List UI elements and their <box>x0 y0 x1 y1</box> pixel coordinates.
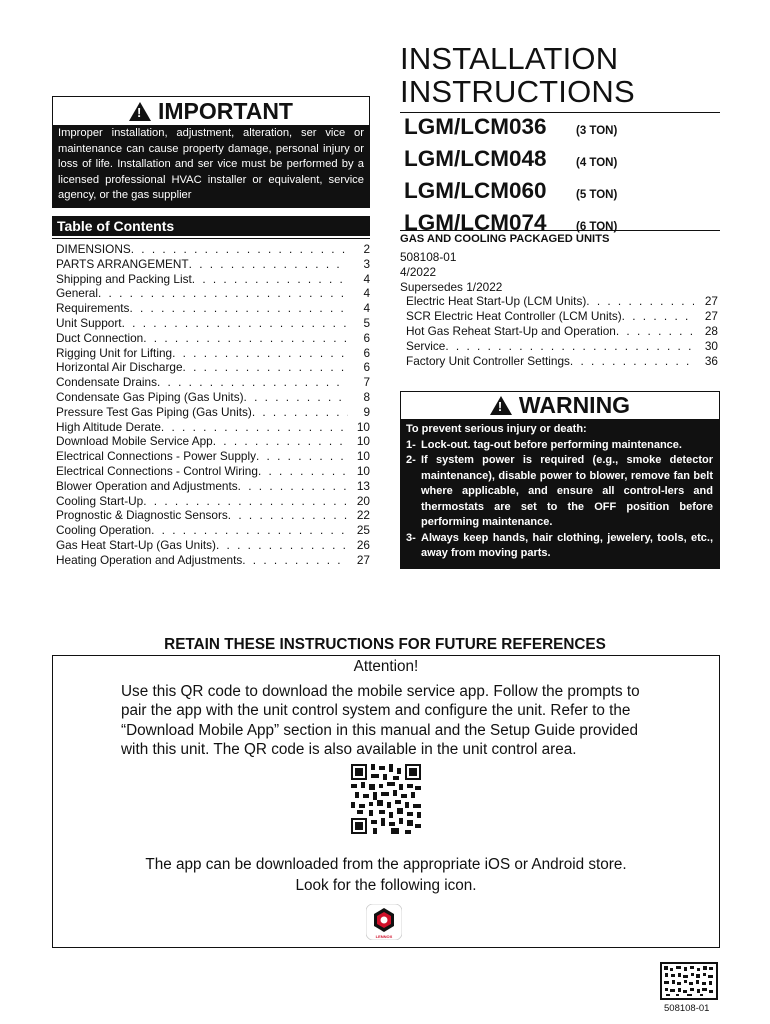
toc-entry-label: SCR Electric Heat Controller (LCM Units) <box>406 309 622 323</box>
toc-entry-label: Condensate Gas Piping (Gas Units) <box>56 389 244 404</box>
app-store-icon[interactable] <box>366 904 402 940</box>
toc-entry-label: Electrical Connections - Power Supply <box>56 449 256 464</box>
toc-leader-dots <box>143 331 348 346</box>
toc-entry[interactable] <box>52 301 370 316</box>
toc-leader-dots <box>151 523 348 538</box>
toc-entry-page: 6 <box>363 360 370 375</box>
toc-entry[interactable] <box>52 360 370 375</box>
important-title: IMPORTANT <box>157 97 293 124</box>
toc-entry-label: Download Mobile Service App <box>56 434 213 449</box>
model-row <box>404 146 617 178</box>
toc-entry[interactable] <box>406 324 718 339</box>
toc-leader-dots <box>244 390 348 405</box>
toc-entry[interactable] <box>52 479 370 494</box>
toc-entry[interactable] <box>52 390 370 405</box>
barcode-label: 508108-01 <box>664 1003 710 1014</box>
toc-entry-page: 27 <box>704 294 718 308</box>
title-divider <box>400 112 720 113</box>
model-code: LGM/LCM074 <box>404 210 547 235</box>
important-text: Improper installation, adjustment, alteration, ser vice or maintenance can cause property damage, personal injury or loss of life. Installation and ser vice must be performed by a licensed professional HVAC installer or equivalent, service agency, or the gas supplier <box>53 125 369 207</box>
attention-paragraph: Use this QR code to download the mobile service app. Follow the prompts to pair the app with the unit control system and configure the unit. Refer to the “Download Mobile App” section in this manual and the Setup Guide provided with this unit. The QR code is also available in the unit control area. <box>121 683 640 759</box>
toc-entry[interactable] <box>52 316 370 331</box>
toc-leader-dots <box>252 405 348 420</box>
toc-continued-list <box>406 294 718 369</box>
model-code: LGM/LCM036 <box>404 114 547 139</box>
toc-entry-page: 4 <box>363 271 370 286</box>
toc-entry-page: 8 <box>363 389 370 404</box>
model-ton: (3 TON) <box>576 125 618 137</box>
warning-header <box>401 392 719 419</box>
warning-item-text: Lock-out. tag-out before performing maintenance. <box>421 438 682 451</box>
toc-leader-dots <box>172 346 348 361</box>
toc-entry[interactable] <box>52 331 370 346</box>
toc-entry-page: 28 <box>704 324 718 338</box>
toc-entry-page: 6 <box>363 330 370 345</box>
model-code: LGM/LCM060 <box>404 178 547 203</box>
toc-entry-label: Duct Connection <box>56 330 144 345</box>
toc-entry[interactable] <box>52 286 370 301</box>
toc-leader-dots <box>183 360 348 375</box>
doc-number: 508108-01 <box>400 250 457 264</box>
toc-entry-label: Prognostic & Diagnostic Sensors <box>56 508 228 523</box>
warning-item-number: 2- <box>406 454 416 466</box>
toc-leader-dots <box>161 420 348 435</box>
toc-entry-page: 10 <box>356 419 370 434</box>
toc-leader-dots <box>586 294 694 309</box>
toc-leader-dots <box>129 301 348 316</box>
toc-leader-dots <box>122 316 348 331</box>
toc-entry[interactable] <box>52 346 370 361</box>
toc-entry-label: Gas Heat Start-Up (Gas Units) <box>56 537 216 552</box>
toc-leader-dots <box>131 242 348 257</box>
toc-leader-dots <box>238 479 348 494</box>
toc-entry[interactable] <box>52 420 370 435</box>
toc-entry-page: 5 <box>363 315 370 330</box>
doc-date: 4/2022 <box>400 265 437 279</box>
toc-entry[interactable] <box>52 272 370 287</box>
qr-code-icon[interactable] <box>351 764 421 834</box>
toc-entry[interactable] <box>52 553 370 568</box>
toc-leader-dots <box>98 286 348 301</box>
toc-leader-dots <box>570 354 694 369</box>
important-header <box>53 97 369 125</box>
document-subtitle: GAS AND COOLING PACKAGED UNITS <box>400 233 610 245</box>
toc-entry-label: Condensate Drains <box>56 375 157 390</box>
toc-list <box>52 242 370 568</box>
models-divider <box>400 230 720 231</box>
toc-leader-dots <box>192 272 348 287</box>
toc-entry-page: 26 <box>356 537 370 552</box>
model-row <box>404 114 617 146</box>
warning-triangle-icon <box>129 102 151 121</box>
toc-leader-dots <box>213 434 348 449</box>
toc-entry-page: 4 <box>363 286 370 301</box>
toc-entry-page: 10 <box>356 463 370 478</box>
toc-entry-label: Cooling Start-Up <box>56 493 144 508</box>
toc-leader-dots <box>143 494 348 509</box>
toc-entry[interactable] <box>52 523 370 538</box>
toc-entry-label: General <box>56 286 98 301</box>
attention-box <box>52 655 720 948</box>
toc-entry-label: Horizontal Air Discharge <box>56 360 183 375</box>
toc-entry[interactable] <box>406 354 718 369</box>
toc-entry-page: 20 <box>356 493 370 508</box>
toc-entry-label: Requirements <box>56 301 130 316</box>
toc-entry-page: 10 <box>356 449 370 464</box>
toc-entry[interactable] <box>52 434 370 449</box>
model-list <box>404 114 617 242</box>
model-row <box>404 178 617 210</box>
toc-entry-label: DIMENSIONS <box>56 242 131 256</box>
toc-entry[interactable] <box>406 294 718 309</box>
warning-title: WARNING <box>518 392 631 418</box>
model-ton: (4 TON) <box>576 157 618 169</box>
toc-entry-page: 9 <box>363 404 370 419</box>
toc-leader-dots <box>616 324 694 339</box>
barcode-icon <box>646 960 720 1002</box>
warning-notice <box>400 391 720 569</box>
toc-entry-label: Cooling Operation <box>56 523 152 538</box>
toc-entry-label: Electrical Connections - Control Wiring <box>56 463 258 478</box>
toc-entry-page: 27 <box>356 552 370 567</box>
toc-leader-dots <box>258 464 348 479</box>
toc-entry-page: 6 <box>363 345 370 360</box>
warning-intro: To prevent serious injury or death: <box>406 423 587 435</box>
toc-entry[interactable] <box>406 339 718 354</box>
document-info <box>400 250 502 295</box>
toc-entry[interactable] <box>52 464 370 479</box>
toc-title: Table of Contents <box>52 216 370 236</box>
toc-entry-page: 2 <box>363 242 370 256</box>
toc-entry[interactable] <box>52 405 370 420</box>
warning-body <box>401 419 719 562</box>
toc-entry-page: 27 <box>704 309 718 323</box>
toc-entry-label: Shipping and Packing List <box>56 271 192 286</box>
toc-entry-label: Heating Operation and Adjustments <box>56 552 243 567</box>
toc-entry-page: 10 <box>356 434 370 449</box>
toc-entry-page: 13 <box>356 478 370 493</box>
warning-item <box>406 453 713 531</box>
download-line-1: The app can be downloaded from the appropriate iOS or Android store. <box>145 856 627 873</box>
toc-entry[interactable] <box>52 508 370 523</box>
doc-supersedes: Supersedes 1/2022 <box>400 280 503 294</box>
toc-leader-dots <box>157 375 348 390</box>
toc-entry-page: 3 <box>363 256 370 271</box>
toc-entry[interactable] <box>52 375 370 390</box>
toc-leader-dots <box>445 339 694 354</box>
model-ton: (5 TON) <box>576 189 618 201</box>
toc-entry-page: 36 <box>704 354 718 368</box>
model-ton: (6 TON) <box>576 221 618 233</box>
important-notice <box>52 96 370 208</box>
toc-leader-dots <box>622 309 694 324</box>
toc-entry-page: 7 <box>363 375 370 390</box>
toc-entry[interactable] <box>52 538 370 553</box>
toc-entry[interactable] <box>52 494 370 509</box>
toc-entry-page: 4 <box>363 301 370 316</box>
download-line-2: Look for the following icon. <box>295 877 477 894</box>
toc-leader-dots <box>256 449 348 464</box>
warning-item-number: 3- <box>406 531 416 544</box>
warning-item <box>406 438 713 454</box>
warning-item-text: Always keep hands, hair clothing, jewelery, tools, etc., away from moving parts. <box>421 531 713 559</box>
toc-entry-label: High Altitude Derate <box>56 419 161 434</box>
attention-title: Attention! <box>353 658 419 675</box>
model-code: LGM/LCM048 <box>404 146 547 171</box>
toc-entry-label: PARTS ARRANGEMENT <box>56 256 189 271</box>
warning-item <box>406 531 713 562</box>
toc-entry-label: Hot Gas Reheat Start-Up and Operation <box>406 324 616 338</box>
document-title <box>400 42 635 108</box>
toc-leader-dots <box>242 553 348 568</box>
toc-entry[interactable] <box>52 449 370 464</box>
warning-item-number: 1- <box>406 438 416 451</box>
retain-heading: RETAIN THESE INSTRUCTIONS FOR FUTURE REFERENCES <box>164 636 606 653</box>
toc-entry-label: Unit Support <box>56 315 122 330</box>
toc-entry-label: Pressure Test Gas Piping (Gas Units) <box>56 404 252 419</box>
toc-entry[interactable] <box>52 257 370 272</box>
toc-leader-dots <box>189 257 348 272</box>
toc-entry-label: Factory Unit Controller Settings <box>406 354 570 368</box>
toc-entry-page: 22 <box>356 508 370 523</box>
download-instructions <box>53 854 719 896</box>
title-line-2: INSTRUCTIONS <box>400 74 635 109</box>
app-icon-caption: LENNOX <box>375 934 393 939</box>
title-line-1: INSTALLATION <box>400 41 619 76</box>
toc-entry-label: Rigging Unit for Lifting <box>56 345 173 360</box>
warning-triangle-icon <box>490 396 512 415</box>
toc-entry-label: Electric Heat Start-Up (LCM Units) <box>406 294 587 308</box>
toc-entry-label: Service <box>406 339 446 353</box>
warning-item-text: If system power is required (e.g., smoke detector maintenance), disable power to blower, remove fan belt where applicable, and ensure all control-lers and thermostats are set to the OFF position before performing maintenance. <box>421 454 713 528</box>
toc-leader-dots <box>228 508 348 523</box>
table-of-contents <box>52 216 370 568</box>
toc-entry[interactable] <box>406 309 718 324</box>
toc-leader-dots <box>216 538 348 553</box>
toc-entry-page: 30 <box>704 339 718 353</box>
toc-entry[interactable] <box>52 242 370 257</box>
toc-entry-label: Blower Operation and Adjustments <box>56 478 238 493</box>
toc-entry-page: 25 <box>356 523 370 538</box>
